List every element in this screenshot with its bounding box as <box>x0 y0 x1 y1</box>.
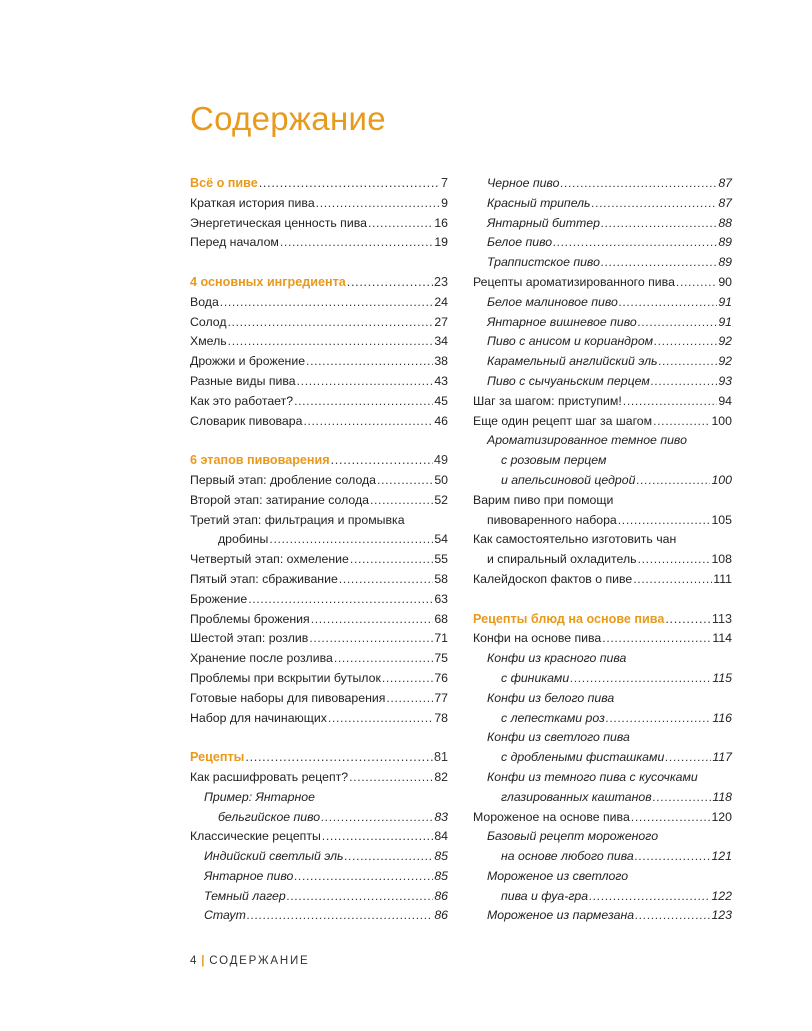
toc-entry-title: пивоваренного набора <box>487 512 617 527</box>
toc-entry[interactable] <box>190 570 448 590</box>
toc-column-right <box>473 174 732 926</box>
toc-dot-leader <box>294 392 433 412</box>
toc-entry-title: Карамельный английский эль <box>487 354 658 369</box>
toc-page-number: 113 <box>711 611 732 626</box>
toc-page-number: 105 <box>711 512 732 527</box>
toc-dot-leader <box>619 293 718 313</box>
toc-dot-leader <box>311 610 434 630</box>
toc-entry-title: глазированных каштанов <box>501 789 652 804</box>
toc-entry-title: Белое малиновое пиво <box>487 294 618 309</box>
toc-page-number: 27 <box>434 314 448 329</box>
toc-entry-title: Рецепты <box>190 750 245 765</box>
toc-entry[interactable] <box>473 451 732 471</box>
toc-entry-title: Базовый рецепт мороженого <box>487 829 659 844</box>
toc-entry-title: Дрожжи и брожение <box>190 354 306 369</box>
footer-label: СОДЕРЖАНИЕ <box>209 955 310 967</box>
toc-page-number: 93 <box>718 373 732 388</box>
toc-entry-title: Пример: Янтарное <box>204 789 315 804</box>
toc-page-number: 34 <box>434 334 448 349</box>
toc-page-number: 24 <box>434 294 448 309</box>
toc-page-number: 83 <box>434 809 448 824</box>
toc-entry[interactable] <box>190 372 448 392</box>
page-footer <box>190 955 310 967</box>
toc-dot-leader <box>601 253 717 273</box>
toc-dot-leader <box>309 629 433 649</box>
toc-dot-leader <box>334 649 433 669</box>
toc-entry-title: Конфи из белого пива <box>487 690 615 705</box>
toc-entry[interactable] <box>473 293 732 313</box>
toc-entry-title: Рецепты блюд на основе пива <box>473 611 665 626</box>
toc-page-number: 108 <box>711 552 732 567</box>
toc-entry[interactable] <box>190 332 448 352</box>
toc-page-number: 81 <box>433 750 448 765</box>
toc-dot-leader <box>303 412 433 432</box>
toc-page-number: 94 <box>718 393 732 408</box>
toc-page-number: 114 <box>712 631 732 646</box>
toc-dot-leader <box>589 887 710 907</box>
toc-entry-title: Словарик пивовара <box>190 413 303 428</box>
toc-page-number: 92 <box>718 354 732 369</box>
toc-page-number: 91 <box>718 294 732 309</box>
page-title: Содержание <box>190 100 386 137</box>
toc-entry[interactable] <box>473 689 732 709</box>
toc-entry[interactable] <box>473 788 732 808</box>
toc-entry-title: с розовым перцем <box>501 453 607 468</box>
toc-entry[interactable] <box>473 906 732 926</box>
toc-dot-leader <box>322 827 434 847</box>
footer-separator: | <box>201 955 207 967</box>
toc-page-number: 54 <box>434 532 448 547</box>
toc-dot-leader <box>665 610 711 630</box>
toc-entry-title: Черное пиво <box>487 176 560 190</box>
toc-entry[interactable] <box>473 471 732 491</box>
toc-entry-title: 6 этапов пивоварения <box>190 453 330 468</box>
toc-entry-title: пива и фуа-гра <box>501 888 589 903</box>
toc-page-number: 115 <box>712 670 732 685</box>
toc-entry-title: Конфи из темного пива с кусочками <box>487 769 698 784</box>
toc-entry-title: Второй этап: затирание солода <box>190 492 369 507</box>
toc-entry-title: 4 основных ингредиента <box>190 274 346 289</box>
toc-entry-title: Пятый этап: сбраживание <box>190 571 338 586</box>
toc-page-number: 85 <box>434 868 448 883</box>
toc-dot-leader <box>321 808 433 828</box>
toc-entry-title: Траппистское пиво <box>487 255 600 270</box>
toc-dot-leader <box>245 748 433 768</box>
toc-entry-title: Мороженое из светлого <box>487 868 629 883</box>
toc-entry-title: Всё о пиве <box>190 176 258 190</box>
toc-gap <box>190 431 448 451</box>
toc-entry[interactable] <box>473 491 732 511</box>
toc-entry[interactable] <box>190 491 448 511</box>
toc-dot-leader <box>606 709 712 729</box>
toc-dot-leader <box>636 471 710 491</box>
toc-dot-leader <box>350 550 433 570</box>
toc-entry[interactable] <box>190 392 448 412</box>
toc-entry-title: Как самостоятельно изготовить чан <box>473 532 677 547</box>
toc-page-number: 111 <box>713 571 732 586</box>
toc-entry[interactable] <box>473 332 732 352</box>
toc-dot-leader <box>676 273 717 293</box>
toc-dot-leader <box>368 214 433 234</box>
toc-dot-leader <box>287 887 434 907</box>
toc-entry[interactable] <box>473 511 732 531</box>
toc-dot-leader <box>553 233 717 253</box>
toc-page-number: 121 <box>711 849 732 864</box>
toc-page-number: 116 <box>712 710 732 725</box>
toc-entry-title: Индийский светлый эль <box>204 849 344 864</box>
toc-entry-title: дробины <box>218 532 269 547</box>
toc-page-number: 75 <box>434 651 448 666</box>
toc-dot-leader <box>331 451 433 471</box>
toc-section-heading[interactable] <box>190 451 448 471</box>
toc-dot-leader <box>665 748 711 768</box>
toc-page-number: 76 <box>434 670 448 685</box>
toc-entry-title: Шаг за шагом: приступим! <box>473 393 622 408</box>
toc-entry-title: Конфи из красного пива <box>487 651 627 666</box>
toc-dot-leader <box>339 570 434 590</box>
toc-entry-title: Пиво с сычуаньским перцем <box>487 373 650 388</box>
toc-entry[interactable] <box>473 550 732 570</box>
toc-entry-title: с дроблеными фисташками <box>501 750 665 765</box>
toc-entry[interactable] <box>190 530 448 550</box>
toc-entry[interactable] <box>190 352 448 372</box>
toc-dot-leader <box>297 372 434 392</box>
toc-page-number: 82 <box>434 769 448 784</box>
toc-entry-title: Готовые наборы для пивоварения <box>190 690 386 705</box>
toc-entry[interactable] <box>473 629 732 649</box>
toc-entry[interactable] <box>473 253 732 273</box>
toc-entry[interactable] <box>473 233 732 253</box>
toc-entry[interactable] <box>473 827 732 847</box>
toc-page-number: 88 <box>718 215 732 230</box>
toc-page-number: 117 <box>712 750 732 765</box>
toc-page-number: 89 <box>718 255 732 270</box>
toc-dot-leader <box>370 491 433 511</box>
toc-dot-leader <box>653 412 710 432</box>
toc-entry-title: Краткая история пива <box>190 195 315 210</box>
toc-page-number: 49 <box>433 453 448 468</box>
toc-page-number: 78 <box>434 710 448 725</box>
toc-entry-title: Янтарный биттер <box>487 215 600 230</box>
toc-entry-title: Шестой этап: розлив <box>190 631 309 646</box>
toc-page-number: 85 <box>434 849 448 864</box>
toc-entry[interactable] <box>473 412 732 432</box>
toc-entry[interactable] <box>190 412 448 432</box>
toc-entry-title: Мороженое из пармезана <box>487 908 635 923</box>
toc-page-number: 46 <box>434 413 448 428</box>
toc-dot-leader <box>294 867 433 887</box>
toc-dot-leader <box>658 352 717 372</box>
toc-entry-title: Солод <box>190 314 227 329</box>
toc-entry[interactable] <box>473 372 732 392</box>
toc-entry-title: Перед началом <box>190 235 279 250</box>
toc-entry[interactable] <box>473 887 732 907</box>
toc-entry[interactable] <box>473 392 732 412</box>
toc-entry[interactable] <box>190 471 448 491</box>
toc-page-number: 89 <box>718 235 732 250</box>
toc-entry[interactable] <box>190 550 448 570</box>
toc-dot-leader <box>269 530 433 550</box>
toc-entry-title: Четвертый этап: охмеление <box>190 552 349 567</box>
toc-entry[interactable] <box>190 709 448 729</box>
toc-dot-leader <box>228 313 434 333</box>
toc-entry-title: Классические рецепты <box>190 829 321 844</box>
toc-page-number: 55 <box>434 552 448 567</box>
toc-dot-leader <box>306 352 433 372</box>
toc-entry[interactable] <box>190 867 448 887</box>
toc-entry[interactable] <box>190 887 448 907</box>
toc-entry[interactable] <box>190 214 448 234</box>
toc-entry[interactable] <box>190 906 448 926</box>
toc-entry[interactable] <box>473 352 732 372</box>
toc-entry[interactable] <box>190 610 448 630</box>
toc-entry-title: Хмель <box>190 334 227 349</box>
toc-section-heading[interactable] <box>190 273 448 293</box>
toc-dot-leader <box>638 550 711 570</box>
toc-entry-title: на основе любого пива <box>501 849 634 864</box>
toc-entry[interactable] <box>473 709 732 729</box>
toc-page-number: 7 <box>440 176 448 190</box>
toc-page-number: 19 <box>434 235 448 250</box>
toc-dot-leader <box>570 669 711 689</box>
toc-dot-leader <box>247 906 434 926</box>
toc-entry-title: и апельсиновой цедрой <box>501 472 636 487</box>
toc-entry-title: Красный трипель <box>487 195 591 210</box>
toc-dot-leader <box>651 372 718 392</box>
toc-gap <box>190 728 448 748</box>
toc-entry-title: с финиками <box>501 670 570 685</box>
toc-dot-leader <box>601 214 717 234</box>
toc-dot-leader <box>592 194 718 214</box>
toc-dot-leader <box>386 689 433 709</box>
toc-section-heading[interactable] <box>190 748 448 768</box>
toc-column-left <box>190 174 448 926</box>
toc-entry-title: Как расшифровать рецепт? <box>190 769 349 784</box>
toc-entry[interactable] <box>190 649 448 669</box>
toc-entry[interactable] <box>473 748 732 768</box>
toc-dot-leader <box>347 273 433 293</box>
toc-page-number: 63 <box>434 591 448 606</box>
toc-entry-title: Разные виды пива <box>190 373 296 388</box>
toc-page-number: 71 <box>434 631 448 646</box>
toc-entry-title: бельгийское пиво <box>218 809 321 824</box>
toc-entry-title: Проблемы брожения <box>190 611 310 626</box>
toc-entry-title: Энергетическая ценность пива <box>190 215 367 230</box>
toc-dot-leader <box>560 174 717 194</box>
toc-entry-title: и спиральный охладитель <box>487 552 637 567</box>
toc-entry[interactable] <box>473 273 732 293</box>
toc-page-number: 87 <box>718 195 732 210</box>
toc-entry[interactable] <box>473 728 732 748</box>
toc-entry[interactable] <box>473 669 732 689</box>
toc-entry-title: Белое пиво <box>487 235 553 250</box>
toc-entry[interactable] <box>190 629 448 649</box>
toc-page-number: 68 <box>434 611 448 626</box>
toc-entry[interactable] <box>190 293 448 313</box>
toc-entry[interactable] <box>190 511 448 531</box>
toc-entry[interactable] <box>190 808 448 828</box>
toc-entry-title: Брожение <box>190 591 248 606</box>
toc-entry-title: Как это работает? <box>190 393 294 408</box>
toc-page-number: 122 <box>711 888 732 903</box>
toc-page-number: 58 <box>434 571 448 586</box>
toc-page-number: 16 <box>434 215 448 230</box>
toc-dot-leader <box>635 847 711 867</box>
toc-entry-title: Пиво с анисом и кориандром <box>487 334 654 349</box>
toc-page-number: 43 <box>434 373 448 388</box>
toc-entry-title: Еще один рецепт шаг за шагом <box>473 413 653 428</box>
toc-entry-title: Янтарное вишневое пиво <box>487 314 637 329</box>
toc-entry[interactable] <box>190 788 448 808</box>
toc-entry-title: Стаут <box>204 908 246 923</box>
toc-dot-leader <box>618 511 711 531</box>
toc-dot-leader <box>228 332 434 352</box>
toc-entry-title: Янтарное пиво <box>204 868 294 883</box>
toc-entry[interactable] <box>473 867 732 887</box>
toc-entry-title: Рецепты ароматизированного пива <box>473 274 675 289</box>
toc-gap <box>473 590 732 610</box>
toc-page-number: 45 <box>434 393 448 408</box>
toc-entry-title: Вода <box>190 294 219 309</box>
toc-page-number: 50 <box>434 472 448 487</box>
toc-page-number: 91 <box>718 314 732 329</box>
toc-dot-leader <box>635 906 710 926</box>
toc-entry[interactable] <box>190 847 448 867</box>
toc-entry-title: Конфи из светлого пива <box>487 730 630 745</box>
toc-entry-title: Третий этап: фильтрация и промывка <box>190 512 405 527</box>
toc-entry[interactable] <box>473 570 732 590</box>
toc-entry[interactable] <box>190 590 448 610</box>
toc-page-number: 84 <box>434 829 448 844</box>
toc-dot-leader <box>623 392 718 412</box>
toc-dot-leader <box>344 847 433 867</box>
toc-dot-leader <box>633 570 712 590</box>
toc-dot-leader <box>602 629 711 649</box>
toc-entry[interactable] <box>190 194 448 214</box>
toc-page-number: 23 <box>433 274 448 289</box>
toc-page-number: 100 <box>711 413 732 428</box>
toc-entry-title: Варим пиво при помощи <box>473 492 614 507</box>
toc-entry[interactable] <box>473 194 732 214</box>
toc-page-number: 118 <box>712 789 732 804</box>
toc-dot-leader <box>328 709 433 729</box>
toc-entry-title: Калейдоскоп фактов о пиве <box>473 571 633 586</box>
toc-entry[interactable] <box>473 530 732 550</box>
toc-entry[interactable] <box>473 649 732 669</box>
toc-dot-leader <box>280 233 433 253</box>
toc-dot-leader <box>248 590 433 610</box>
toc-entry[interactable] <box>473 847 732 867</box>
toc-entry[interactable] <box>473 214 732 234</box>
toc-entry-title: Проблемы при вскрытии бутылок <box>190 670 381 685</box>
toc-dot-leader <box>259 174 440 194</box>
toc-dot-leader <box>220 293 434 313</box>
toc-gap <box>190 253 448 273</box>
toc-dot-leader <box>653 788 712 808</box>
toc-page-number: 77 <box>434 690 448 705</box>
toc-page-number: 92 <box>718 334 732 349</box>
toc-page-number: 100 <box>711 472 732 487</box>
toc-dot-leader <box>631 808 711 828</box>
toc-entry-title: Ароматизированное темное пиво <box>487 433 687 448</box>
toc-entry[interactable] <box>190 313 448 333</box>
toc-entry[interactable] <box>473 174 732 194</box>
toc-entry[interactable] <box>473 768 732 788</box>
toc-entry-title: Темный лагер <box>204 888 286 903</box>
toc-dot-leader <box>638 313 718 333</box>
toc-entry-title: Конфи на основе пива <box>473 631 602 646</box>
toc-section-heading[interactable] <box>473 610 732 630</box>
toc-page-number: 38 <box>434 354 448 369</box>
toc-entry[interactable] <box>473 313 732 333</box>
toc-entry-title: Набор для начинающих <box>190 710 327 725</box>
toc-page-number: 86 <box>434 888 448 903</box>
toc-page-number: 52 <box>434 492 448 507</box>
toc-dot-leader <box>654 332 717 352</box>
toc-entry[interactable] <box>473 431 732 451</box>
toc-page-number: 9 <box>441 195 448 210</box>
page-number: 4 <box>190 955 199 967</box>
toc-page-number: 123 <box>711 908 732 923</box>
toc-dot-leader <box>377 471 433 491</box>
toc-entry[interactable] <box>190 827 448 847</box>
toc-entry[interactable] <box>473 808 732 828</box>
toc-entry-title: Мороженое на основе пива <box>473 809 630 824</box>
toc-entry-title: Хранение после розлива <box>190 651 333 666</box>
toc-page-number: 120 <box>711 809 732 824</box>
toc-entry[interactable] <box>190 233 448 253</box>
toc-entry[interactable] <box>190 669 448 689</box>
toc-entry-title: Первый этап: дробление солода <box>190 472 377 487</box>
toc-entry[interactable] <box>190 689 448 709</box>
toc-page-number: 90 <box>718 274 732 289</box>
toc-page-number: 87 <box>718 176 732 190</box>
toc-section-heading[interactable] <box>190 174 448 194</box>
toc-entry[interactable] <box>190 768 448 788</box>
toc-page-number: 86 <box>434 908 448 923</box>
toc-dot-leader <box>349 768 433 788</box>
toc-dot-leader <box>316 194 440 214</box>
toc-entry-title: с лепестками роз <box>501 710 605 725</box>
toc-dot-leader <box>382 669 433 689</box>
